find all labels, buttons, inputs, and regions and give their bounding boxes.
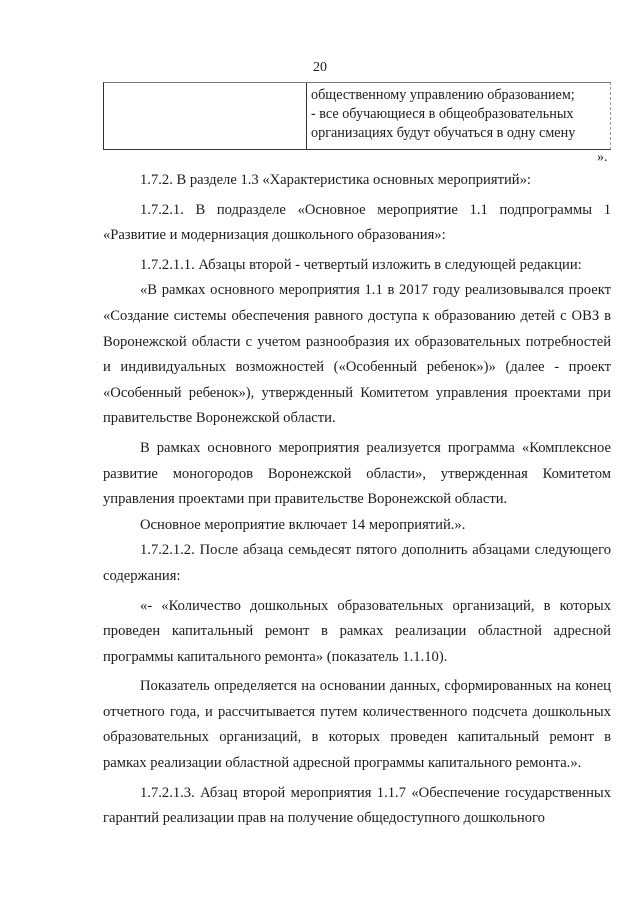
page-number: 20 (313, 60, 327, 75)
paragraph-1-7-2-1-3: 1.7.2.1.3. Абзац второй мероприятия 1.1.7 «Обеспечение государственных гарантий реализации прав на получение общедоступного дошкольного (103, 784, 611, 827)
table-right-cell (311, 86, 607, 143)
table-line: организациях будут обучаться в одну смену (311, 125, 576, 141)
paragraph-activities-count: Основное мероприятие включает 14 мероприятий.». (140, 516, 466, 533)
paragraph-indicator-definition: Показатель определяется на основании данных, сформированных на конец отчетного года, и рассчитывается путем количественного подсчета дошкольных образовательных организаций, в которых проведен капитальный ремонт в рамках реализации областной адресной программы капитального ремонта.». (103, 678, 611, 772)
quote-close: ». (597, 150, 608, 165)
paragraph-1-7-2: 1.7.2. В разделе 1.3 «Характеристика основных мероприятий»: (140, 172, 531, 188)
table-line: - все обучающиеся в общеобразовательных (311, 106, 574, 122)
paragraph-project-description: «В рамках основного мероприятия 1.1 в 2017 году реализовывался проект «Создание системы обеспечения равного доступа к образованию детей с ОВЗ в Воронежской области с учетом разнообразия их образовательных потребностей и индивидуальных возможностей («Особенный ребенок»)» (далее - проект «Особенный ребенок»), утвержденный Комитетом управления проектами при правительстве Воронежской области. (103, 282, 611, 427)
table-line: общественному управлению образованием; (311, 87, 575, 103)
paragraph-1-7-2-1-1: 1.7.2.1.1. Абзацы второй - четвертый изложить в следующей редакции: (140, 256, 582, 273)
top-table (103, 82, 611, 150)
paragraph-monotowns-program: В рамках основного мероприятия реализуется программа «Комплексное развитие моногородов Воронежской области», утвержденная Комитетом управления проектами при правительстве Воронежской области. (103, 439, 611, 508)
paragraph-1-7-2-1: 1.7.2.1. В подразделе «Основное мероприятие 1.1 подпрограммы 1 «Развитие и модернизация дошкольного образования»: (103, 201, 611, 244)
paragraph-indicator-quote: «- «Количество дошкольных образовательных организаций, в которых проведен капитальный ремонт в рамках реализации областной адресной программы капитального ремонта» (показатель 1.1.10). (103, 597, 611, 665)
document-body (103, 168, 611, 832)
table-left-cell (104, 83, 307, 149)
paragraph-1-7-2-1-2: 1.7.2.1.2. После абзаца семьдесят пятого дополнить абзацами следующего содержания: (103, 542, 611, 584)
